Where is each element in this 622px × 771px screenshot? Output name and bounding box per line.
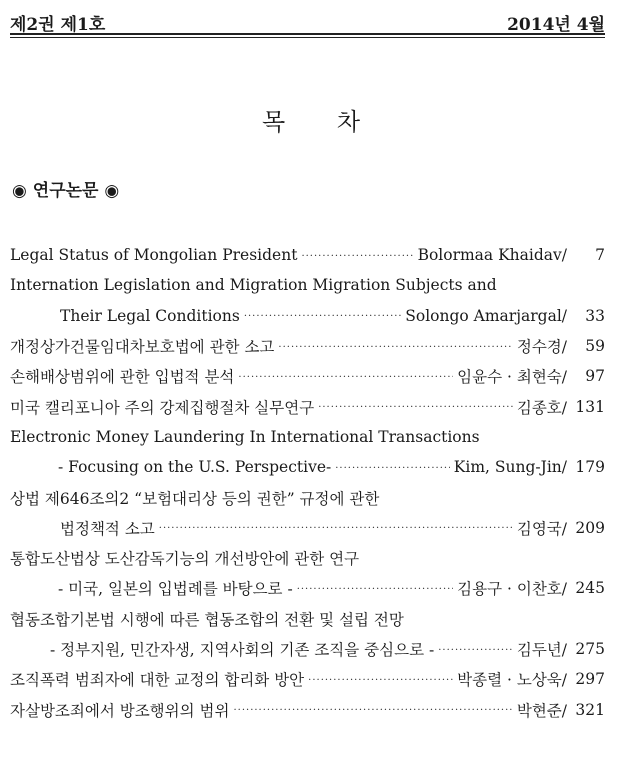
section-label: 연구논문 [32,181,99,201]
toc-entry[interactable] [10,240,605,270]
entry-author: 박현준/ [516,701,567,720]
dot-leader [308,675,453,686]
dot-leader [244,311,401,322]
entry-title: 자살방조죄에서 방조행위의 범위 [10,701,230,720]
dot-leader [335,463,450,474]
toc-entry[interactable] [10,573,605,603]
dot-leader [301,251,413,262]
entry-page: 33 [585,306,605,325]
section-heading [12,176,119,201]
entry-title: Their Legal Conditions [60,306,240,325]
entry-title: - Focusing on the U.S. Perspective- [58,458,332,477]
toc-entry[interactable] [10,391,605,421]
toc-entry[interactable] [10,634,605,664]
entry-page: 97 [585,367,605,386]
entry-title: 협동조합기본법 시행에 따른 협동조합의 전환 및 설립 전망 [10,610,404,629]
entry-title: Internation Legislation and Migration Migration Subjects and [10,276,497,295]
section-bullet-icon: ◉ [104,181,120,201]
toc-entry[interactable] [10,604,605,634]
dot-leader [318,402,513,413]
section-bullet-icon: ◉ [12,181,27,201]
entry-title: 미국 캘리포니아 주의 강제집행절차 실무연구 [10,398,315,417]
header-rule-thick [10,33,605,35]
toc-entry[interactable] [10,513,605,543]
header-rule-thin [10,37,605,38]
toc-list [10,240,605,725]
dot-leader [297,584,453,595]
toc-entry[interactable] [10,361,605,391]
toc-entry[interactable] [10,301,605,331]
entry-page: 321 [575,700,605,719]
entry-title: 상법 제646조의2 “보험대리상 등의 권한” 규정에 관한 [10,489,380,508]
entry-page: 179 [575,458,605,477]
toc-entry[interactable] [10,452,605,482]
entry-author: Bolormaa Khaidav/ [417,246,567,265]
toc-entry[interactable] [10,270,605,300]
entry-title: 개정상가건물임대차보호법에 관한 소고 [10,338,275,357]
toc-entry[interactable] [10,543,605,573]
entry-author: 김두년/ [516,641,567,659]
entry-page: 7 [595,246,605,265]
toc-entry[interactable] [10,331,605,361]
entry-page: 297 [575,670,605,689]
entry-author: 정수경/ [516,338,567,357]
entry-title: 통합도산법상 도산감독기능의 개선방안에 관한 연구 [10,550,360,569]
entry-author: 박종렬 · 노상욱/ [457,671,567,690]
entry-author: 임윤수 · 최현숙/ [457,368,567,387]
toc-entry[interactable] [10,664,605,694]
toc-entry[interactable] [10,694,605,724]
dot-leader [278,342,512,353]
toc-entry[interactable] [10,422,605,452]
entry-author: 김종호/ [516,398,567,417]
entry-title: Legal Status of Mongolian President [10,246,298,265]
entry-title: - 정부지원, 민간자생, 지역사회의 기존 조직을 중심으로 - [50,641,435,659]
entry-author: 김용구 · 이찬호/ [457,580,567,599]
volume-issue: 제2권 제1호 [10,15,106,35]
entry-title: Electronic Money Laundering In International Transactions [10,427,480,446]
entry-page: 275 [575,640,605,658]
issue-date: 2014년 4월 [507,15,605,35]
toc-entry[interactable] [10,482,605,512]
dot-leader [438,645,513,656]
dot-leader [159,523,513,534]
entry-title: 손해배상범위에 관한 입법적 분석 [10,368,235,387]
entry-page: 209 [575,518,605,537]
entry-author: Solongo Amarjargal/ [405,306,567,325]
entry-page: 131 [575,397,605,416]
dot-leader [238,372,453,383]
entry-author: 김영국/ [516,519,567,538]
entry-title: 법정책적 소고 [60,519,155,538]
page-title: 목 차 [262,108,382,136]
entry-title: - 미국, 일본의 입법례를 바탕으로 - [58,580,293,599]
entry-title: 조직폭력 범죄자에 대한 교정의 합리화 방안 [10,671,305,690]
dot-leader [233,705,512,716]
entry-author: Kim, Sung-Jin/ [453,458,567,477]
entry-page: 59 [585,337,605,356]
entry-page: 245 [575,579,605,598]
